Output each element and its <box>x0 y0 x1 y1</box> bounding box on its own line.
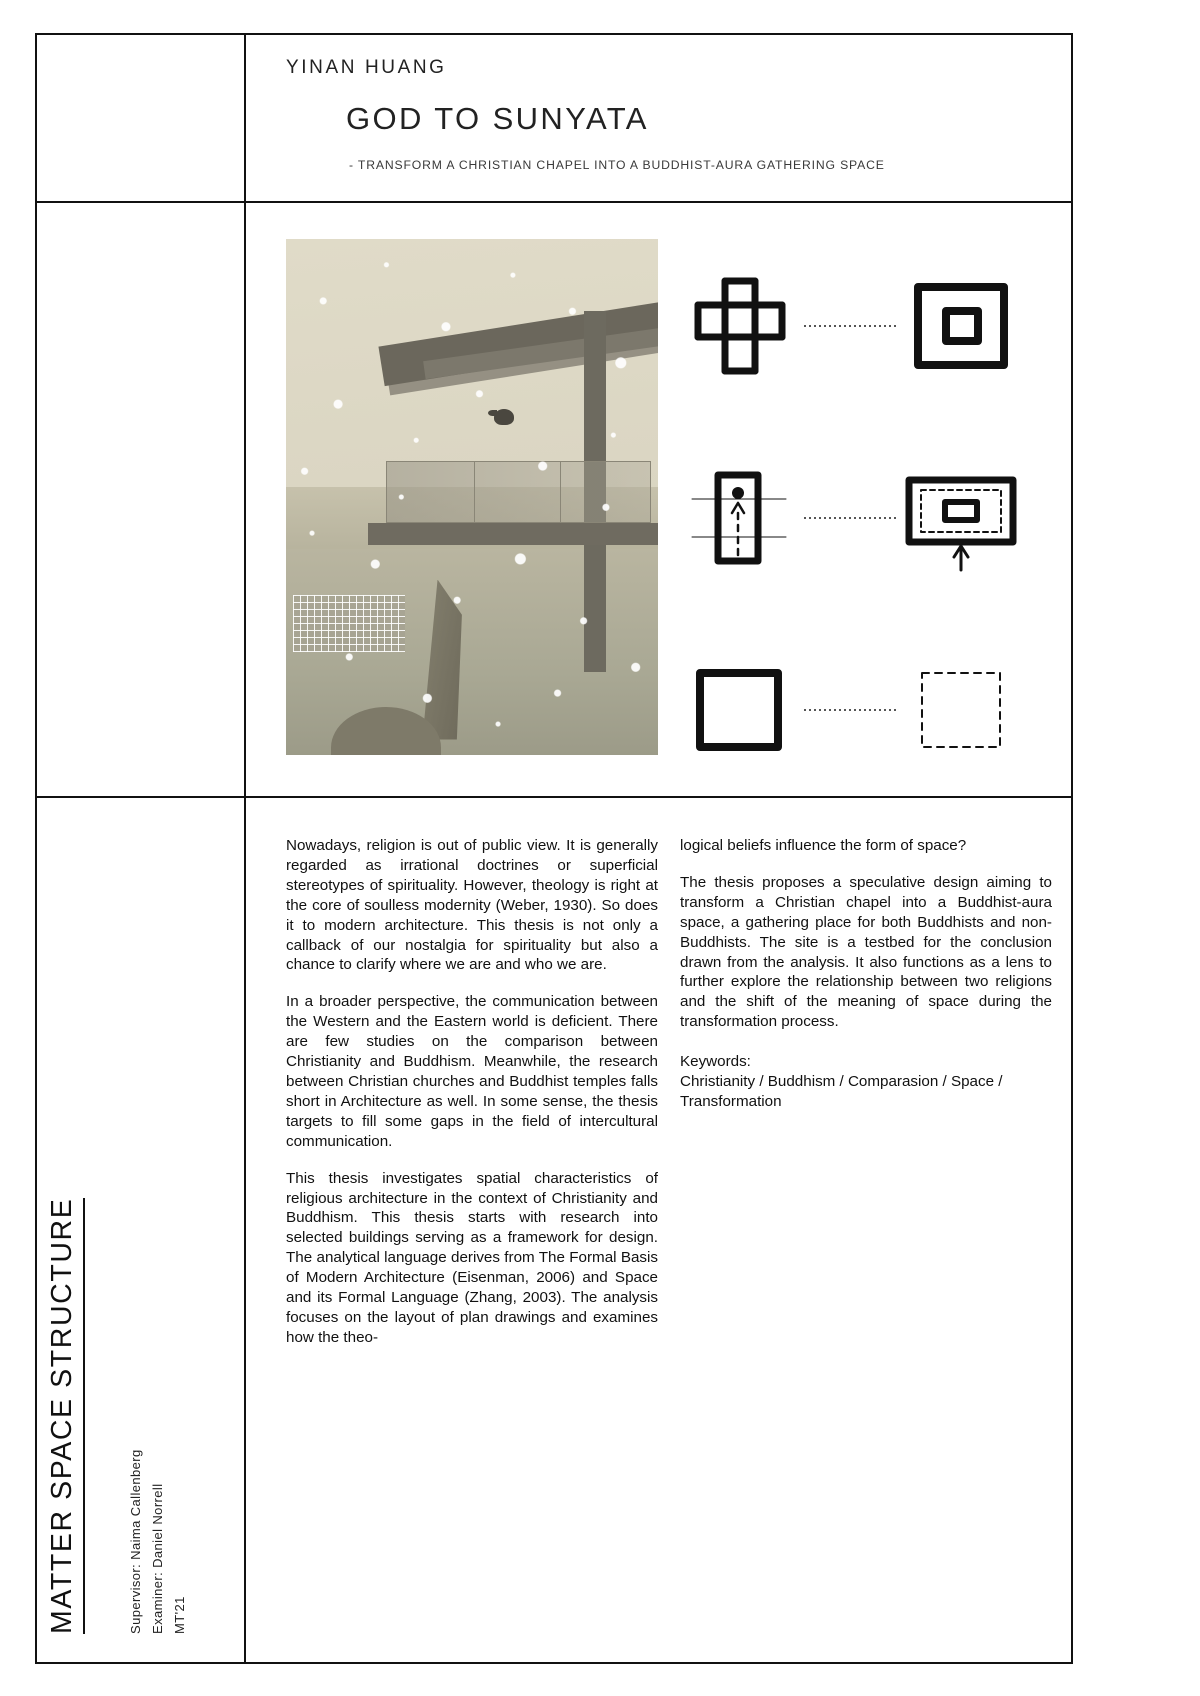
diagram-connector-2 <box>804 517 896 519</box>
abstract-row-left-cell <box>37 798 246 1662</box>
abstract-paragraph: The thesis proposes a speculative design aiming to transform a Christian chapel into a Buddhist-aura space, a gathering place for both Buddhists and non-Buddhists. The site is a testbed for the conclusion drawn from the analysis. It also functions as a lens to further explore the relationship between two religions and the shift of the meaning of space during the transformation process. <box>680 873 1052 1031</box>
abstract-paragraph: logical beliefs influence the form of space? <box>680 837 967 854</box>
examiner-label: Examiner: Daniel Norrell <box>150 1483 165 1634</box>
keywords-value: Christianity / Buddhism / Comparasion / Space / Transformation <box>680 1073 1003 1110</box>
abstract-paragraph: This thesis investigates spatial characteristics of religious architecture in the context of Christianity and Buddhism. This thesis starts with research into selected buildings serving as a framework for design. The analytical language derives from The Formal Basis of Modern Architecture (Eisenman, 2006) and Space and its Formal Language (Zhang, 2003). The analysis focuses on the layout of plan drawings and examines how the theo- <box>286 1169 658 1346</box>
abstract-left-column <box>286 836 658 1348</box>
title-row-right-cell <box>246 35 1071 201</box>
image-row-left-cell <box>37 203 246 796</box>
solid-square-icon <box>674 645 804 775</box>
linear-axis-plan-icon <box>674 453 804 583</box>
abstract-right-column <box>680 836 1052 1348</box>
title-row <box>37 35 1071 203</box>
title-row-left-cell <box>37 35 246 201</box>
cross-plan-icon <box>674 261 804 391</box>
abstract-paragraph: Nowadays, religion is out of public view. It is generally regarded as irrational doctrines or superficial stereotypes of spirituality. However, theology is right at the core of soulless modernity (Weber, 1930). So does it to modern architecture. This thesis is not only a callback of our nostalgia for spirituality but also a chance to clarify where we are and who we are. <box>286 837 658 974</box>
diagram-connector-3 <box>804 709 896 711</box>
page-title: GOD TO SUNYATA <box>346 101 649 136</box>
image-row <box>37 203 1071 798</box>
abstract-row-right-cell <box>246 798 1082 1662</box>
vertical-label-block <box>37 798 246 1662</box>
author-name: YINAN HUANG <box>286 57 447 78</box>
poster-sheet <box>35 33 1073 1664</box>
diagram-row-2 <box>658 443 1041 593</box>
abstract-row <box>37 798 1071 1662</box>
dashed-square-icon <box>896 645 1026 775</box>
image-row-right-cell <box>246 203 1071 796</box>
page-subtitle: - TRANSFORM A CHRISTIAN CHAPEL INTO A BUDDHIST-AURA GATHERING SPACE <box>349 158 885 172</box>
supervisor-label: Supervisor: Naima Callenberg <box>128 1449 143 1634</box>
keywords-block <box>680 1052 1052 1112</box>
diagram-row-3 <box>658 635 1041 785</box>
concept-diagram-panel <box>658 251 1041 827</box>
diagram-connector-1 <box>804 325 896 327</box>
keywords-label: Keywords: <box>680 1053 751 1071</box>
term-label: MT'21 <box>172 1596 187 1634</box>
abstract-paragraph: In a broader perspective, the communication between the Western and the Eastern world is deficient. There are few studies on the comparison between Christianity and Buddhism. Meanwhile, the research between Christian churches and Buddhist temples falls short in Architecture as well. In some sense, the thesis targets to fill some gaps in the field of intercultural communication. <box>286 993 658 1150</box>
programme-title-vertical: MATTER SPACE STRUCTURE <box>46 1198 85 1634</box>
nested-square-icon <box>896 261 1026 391</box>
diagram-row-1 <box>658 251 1041 401</box>
perspective-render-image <box>286 239 658 755</box>
render-snowfall-overlay <box>286 239 658 755</box>
concentric-centre-icon <box>896 453 1026 583</box>
